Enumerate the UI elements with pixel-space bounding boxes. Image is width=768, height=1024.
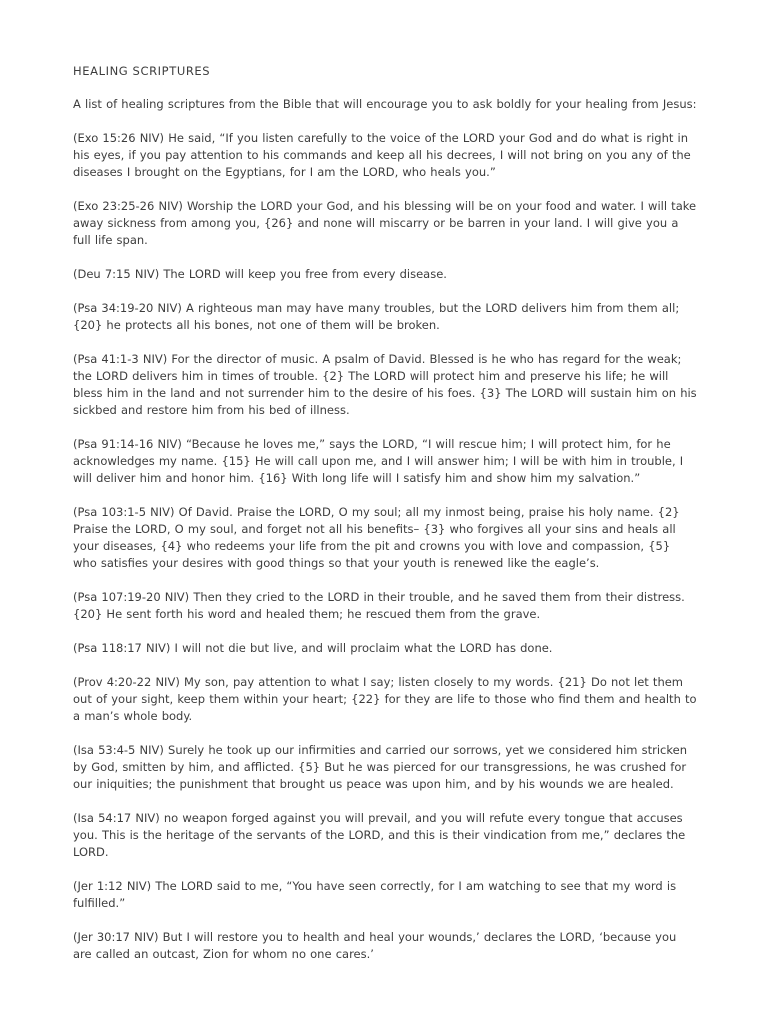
scripture-paragraph-prov-4-20-22: (Prov 4:20-22 NIV) My son, pay attention to what I say; listen closely to my words. {21} Do not let them out of your sight, keep them within your heart; {22} for they are life to those who find them and health to a man’s whole body. bbox=[73, 675, 697, 723]
scripture-paragraph-jer-30-17: (Jer 30:17 NIV) But I will restore you to health and heal your wounds,’ declares the LORD, ‘because you are called an outcast, Zion for whom no one cares.’ bbox=[73, 930, 677, 961]
scripture-paragraph-exo-23-25-26: (Exo 23:25-26 NIV) Worship the LORD your God, and his blessing will be on your food and water. I will take away sickness from among you, {26} and none will miscarry or be barren in your land. I will give you a full life span. bbox=[73, 199, 697, 247]
scripture-paragraph-psa-91-14-16: (Psa 91:14-16 NIV) “Because he loves me,” says the LORD, “I will rescue him; I will protect him, for he acknowledges my name. {15} He will call upon me, and I will answer him; I will be with him in trouble, I will deliver him and honor him. {16} With long life will I satisfy him and show him my salvation.” bbox=[73, 437, 684, 485]
intro-paragraph: A list of healing scriptures from the Bible that will encourage you to ask boldly for your healing from Jesus: bbox=[73, 97, 697, 111]
scripture-paragraph-psa-34-19-20: (Psa 34:19-20 NIV) A righteous man may have many troubles, but the LORD delivers him from them all; {20} he protects all his bones, not one of them will be broken. bbox=[73, 301, 680, 332]
scripture-paragraph-isa-54-17: (Isa 54:17 NIV) no weapon forged against you will prevail, and you will refute every tongue that accuses you. This is the heritage of the servants of the LORD, and this is their vindication from me,” declares the LORD. bbox=[73, 811, 686, 859]
scripture-paragraph-psa-41-1-3: (Psa 41:1-3 NIV) For the director of music. A psalm of David. Blessed is he who has regard for the weak; the LORD delivers him in times of trouble. {2} The LORD will protect him and preserve his life; he will bless him in the land and not surrender him to the desire of his foes. {3} The LORD will sustain him on his sickbed and restore him from his bed of illness. bbox=[73, 352, 697, 417]
scripture-paragraph-psa-103-1-5: (Psa 103:1-5 NIV) Of David. Praise the LORD, O my soul; all my inmost being, praise his holy name. {2} Praise the LORD, O my soul, and forget not all his benefits– {3} who forgives all your sins and heals all your diseases, {4} who redeems your life from the pit and crowns you with love and compassion, {5} who satisfies your desires with good things so that your youth is renewed like the eagle’s. bbox=[73, 505, 680, 570]
scripture-paragraph-jer-1-12: (Jer 1:12 NIV) The LORD said to me, “You have seen correctly, for I am watching to see that my word is fulfilled.” bbox=[73, 879, 677, 910]
scripture-paragraph-isa-53-4-5: (Isa 53:4-5 NIV) Surely he took up our infirmities and carried our sorrows, yet we considered him stricken by God, smitten by him, and afflicted. {5} But he was pierced for our transgressions, he was crushed for our iniquities; the punishment that brought us peace was upon him, and by his wounds we are healed. bbox=[73, 743, 687, 791]
scripture-paragraph-exo-15-26: (Exo 15:26 NIV) He said, “If you listen carefully to the voice of the LORD your God and do what is right in his eyes, if you pay attention to his commands and keep all his decrees, I will not bring on you any of the diseases I brought on the Egyptians, for I am the LORD, who heals you.” bbox=[73, 131, 691, 179]
scripture-paragraph-deu-7-15: (Deu 7:15 NIV) The LORD will keep you free from every disease. bbox=[73, 267, 447, 281]
scripture-paragraph-psa-118-17: (Psa 118:17 NIV) I will not die but live, and will proclaim what the LORD has done. bbox=[73, 641, 553, 655]
scripture-paragraph-psa-107-19-20: (Psa 107:19-20 NIV) Then they cried to the LORD in their trouble, and he saved them from their distress. {20} He sent forth his word and healed them; he rescued them from the grave. bbox=[73, 590, 685, 621]
document-title: HEALING SCRIPTURES bbox=[73, 64, 211, 78]
